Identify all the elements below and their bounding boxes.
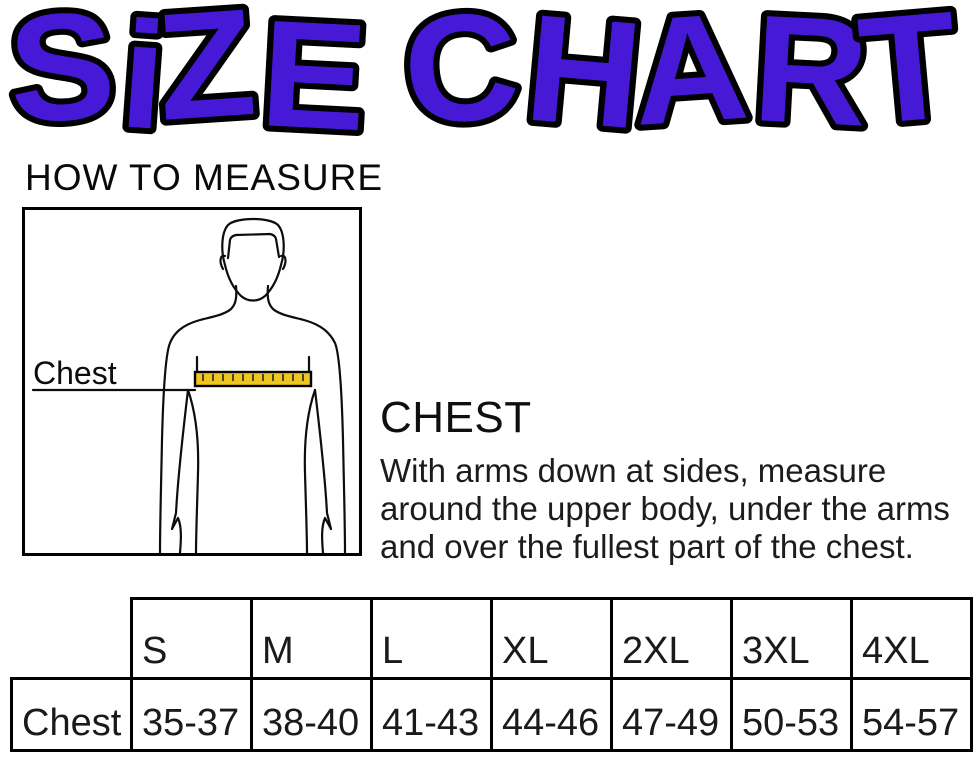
- chest-description-line-3: and over the fullest part of the chest.: [380, 528, 914, 565]
- size-column-header-s: S: [132, 599, 252, 679]
- measurement-diagram-box: [22, 207, 362, 556]
- size-column-header-l: L: [372, 599, 492, 679]
- chest-description-line-1: With arms down at sides, measure: [380, 452, 887, 489]
- figure-right-inner-arm: [315, 390, 331, 553]
- how-to-measure-heading: HOW TO MEASURE: [25, 157, 384, 198]
- figure-left-torso-side: [188, 390, 198, 553]
- size-column-header-3xl: 3XL: [732, 599, 852, 679]
- chest-value-m: 38-40: [252, 679, 372, 751]
- figure-left-inner-arm: [172, 390, 188, 553]
- size-table-header-row: [12, 599, 972, 679]
- size-chart-title-art: [0, 0, 978, 152]
- chest-value-3xl: 50-53: [732, 679, 852, 751]
- page-title: [0, 0, 978, 152]
- chest-value-s: 35-37: [132, 679, 252, 751]
- figure-head: [222, 219, 283, 301]
- size-table-blank-cell: [12, 599, 132, 679]
- male-torso-figure: [25, 210, 359, 553]
- figure-left-shoulder-arm: [160, 286, 236, 553]
- size-column-header-m: M: [252, 599, 372, 679]
- chest-section-description: [380, 452, 950, 566]
- chest-value-l: 41-43: [372, 679, 492, 751]
- page-title-tspan: SiZE CHART: [4, 0, 961, 152]
- chest-section-heading: CHEST: [380, 393, 532, 442]
- figure-right-torso-side: [305, 390, 315, 553]
- chest-value-xl: 44-46: [492, 679, 612, 751]
- chest-description-line-2: around the upper body, under the arms: [380, 490, 950, 527]
- size-column-header-xl: XL: [492, 599, 612, 679]
- diagram-chest-label: Chest: [33, 355, 117, 391]
- size-table-data-row: [12, 679, 972, 751]
- chest-row-label: Chest: [12, 679, 132, 751]
- chest-value-4xl: 54-57: [852, 679, 972, 751]
- chest-value-2xl: 47-49: [612, 679, 732, 751]
- size-column-header-4xl: 4XL: [852, 599, 972, 679]
- size-column-header-2xl: 2XL: [612, 599, 732, 679]
- measuring-tape: [195, 372, 311, 386]
- page-title-text: [5, 0, 965, 152]
- size-table: [10, 597, 973, 752]
